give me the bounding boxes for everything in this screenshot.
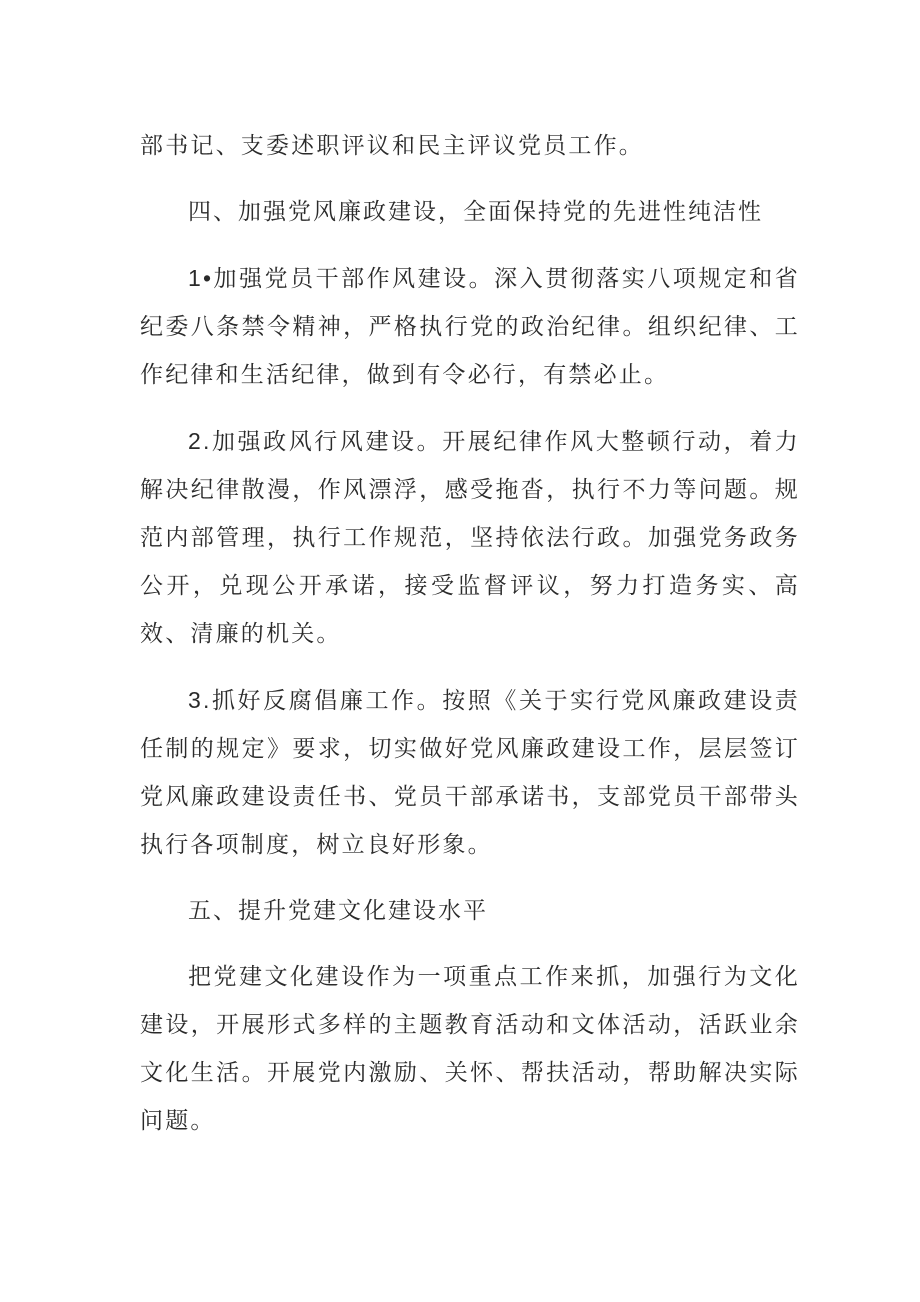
paragraph-continuation: 部书记、支委述职评议和民主评议党员工作。 (140, 133, 644, 159)
section-heading-5: 五、提升党建文化建设水平 (188, 898, 488, 924)
paragraph-3-text: 抓好反腐倡廉工作。按照《关于实行党风廉政建设责任制的规定》要求，切实做好党风廉政建设工作，层层签订党风廉政建设责任书、党员干部承诺书，支部党员干部带头执行各项制度，树立良好形象。 (140, 688, 800, 858)
paragraph-1 (140, 254, 800, 399)
document-body (140, 122, 800, 1145)
paragraph-1-number: 1• (188, 265, 214, 291)
section-heading-4: 四、加强党风廉政建设，全面保持党的先进性纯洁性 (188, 199, 763, 225)
paragraph-4: 把党建文化建设作为一项重点工作来抓，加强行为文化建设，开展形式多样的主题教育活动和文体活动，活跃业余文化生活。开展党内激励、关怀、帮扶活动，帮助解决实际问题。 (140, 964, 800, 1134)
paragraph-3 (140, 676, 800, 869)
paragraph-2-text: 加强政风行风建设。开展纪律作风大整顿行动，着力解决纪律散漫，作风漂浮，感受拖沓，执行不力等问题。规范内部管理，执行工作规范，坚持依法行政。加强党务政务公开，兑现公开承诺，接受监督评议，努力打造务实、高效、清廉的机关。 (140, 429, 800, 647)
paragraph-3-number: 3. (188, 687, 212, 713)
paragraph-2-number: 2. (188, 428, 212, 454)
paragraph-1-text: 加强党员干部作风建设。深入贯彻落实八项规定和省纪委八条禁令精神，严格执行党的政治纪律。组织纪律、工作纪律和生活纪律，做到有令必行，有禁必止。 (140, 266, 800, 388)
paragraph-2 (140, 417, 800, 658)
